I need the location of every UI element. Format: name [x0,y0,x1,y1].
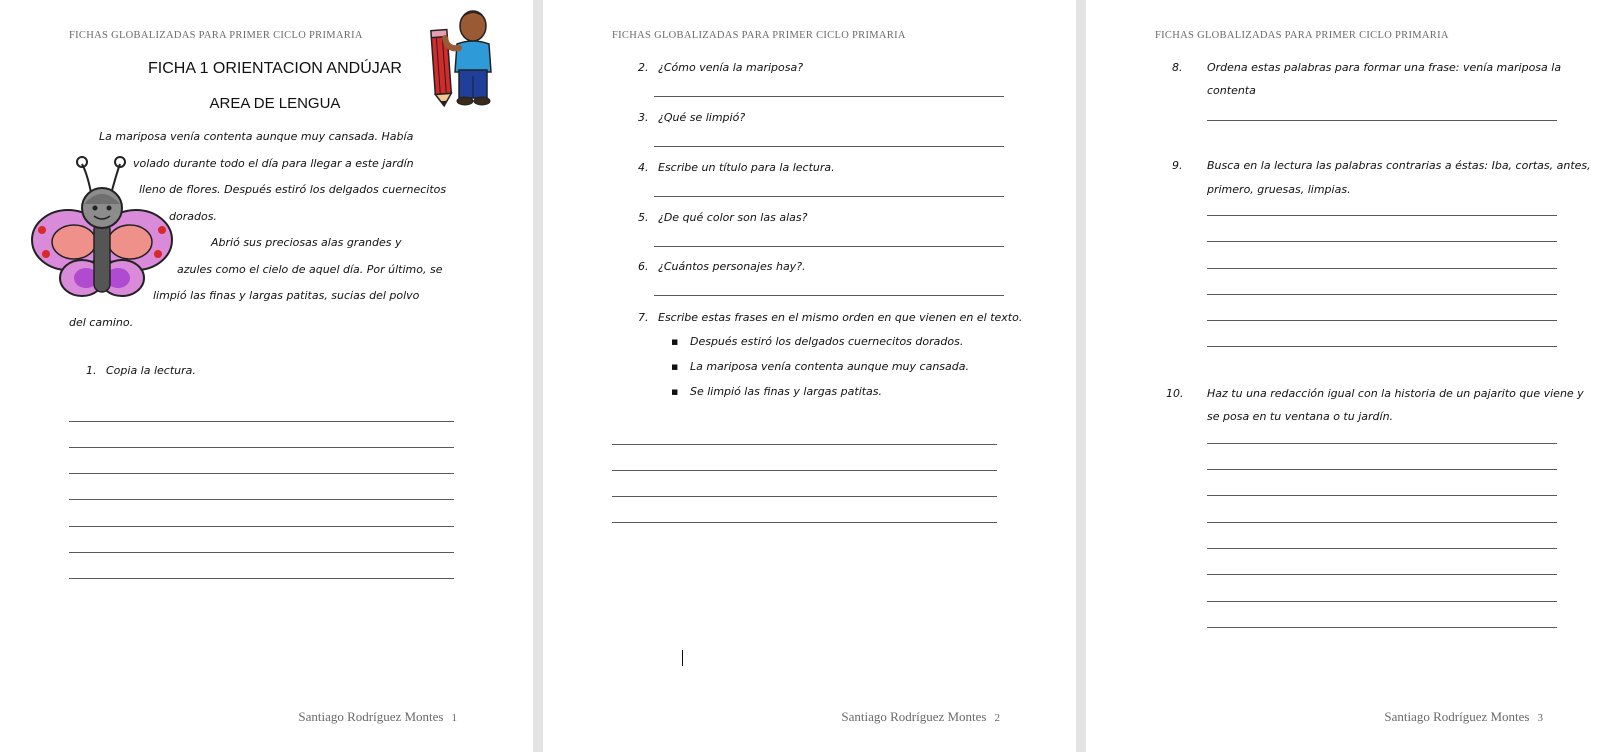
footer-author: Santiago Rodríguez Montes [298,709,444,724]
bullet-icon: ▪ [671,385,679,398]
answer-line[interactable] [1207,627,1557,628]
boy-pencil-clipart [425,6,501,108]
question-8-line: contenta [1207,84,1256,97]
question-number: 1. [86,364,97,377]
answer-line[interactable] [1207,268,1557,269]
question-2 [638,61,803,74]
question-text: ¿Qué se limpió? [658,111,746,124]
page-number: 3 [1537,712,1543,724]
question-number: 2. [638,61,649,74]
answer-line[interactable] [1207,120,1557,121]
answer-line[interactable] [612,522,997,523]
question-9-line: Busca en la lectura las palabras contrarias a éstas: Iba, cortas, antes, [1207,159,1591,172]
answer-line[interactable] [1207,320,1557,321]
bullet-item: ▪ Después estiró los delgados cuernecitos dorados. [671,335,964,348]
answer-line[interactable] [1207,469,1557,470]
question-10-number: 10. [1166,387,1184,400]
answer-line[interactable] [654,196,1004,197]
page-header: FICHAS GLOBALIZADAS PARA PRIMER CICLO PRIMARIA [612,30,906,41]
reading-line: volado durante todo el día para llegar a este jardín [133,156,414,170]
question-3 [638,111,745,124]
question-text: Copia la lectura. [106,364,196,377]
answer-line[interactable] [1207,241,1557,242]
page-number: 1 [451,712,457,724]
page-3 [1086,0,1619,752]
question-text: ¿Cuántos personajes hay?. [658,260,806,273]
question-9-number: 9. [1172,159,1183,172]
reading-line: limpió las finas y largas patitas, sucias del polvo [153,289,420,302]
question-6 [638,260,806,273]
page-2 [543,0,1076,752]
answer-line[interactable] [1207,574,1557,575]
answer-line[interactable] [654,96,1004,97]
reading-line: La mariposa venía contenta aunque muy cansada. Había [99,130,414,143]
reading-line: Abrió sus preciosas alas grandes y [211,236,402,249]
question-10-line: Haz tu una redacción igual con la historia de un pajarito que viene y [1207,387,1584,400]
answer-line[interactable] [612,470,997,471]
answer-line[interactable] [1207,346,1557,347]
question-5 [638,211,807,224]
page-footer [841,709,1000,725]
page-number: 2 [994,712,1000,724]
answer-line[interactable] [69,499,454,500]
question-4 [638,161,835,174]
question-number: 6. [638,260,649,273]
answer-line[interactable] [69,552,454,553]
question-7 [638,311,1022,324]
page-1 [0,0,533,752]
answer-line[interactable] [1207,548,1557,549]
question-8-number: 8. [1172,61,1183,74]
answer-line[interactable] [69,447,454,448]
page-footer [1384,709,1543,725]
question-8-line: Ordena estas palabras para formar una frase: venía mariposa la [1207,61,1562,74]
answer-line[interactable] [69,473,454,474]
page-header: FICHAS GLOBALIZADAS PARA PRIMER CICLO PRIMARIA [69,30,363,41]
bullet-icon: ▪ [671,335,679,348]
answer-line[interactable] [612,444,997,445]
answer-line[interactable] [1207,215,1557,216]
answer-line[interactable] [612,496,997,497]
question-text: Escribe estas frases en el mismo orden en que vienen en el texto. [658,311,1023,324]
worksheet-subtitle: AREA DE LENGUA [209,95,341,112]
answer-line[interactable] [1207,294,1557,295]
question-9-line: primero, gruesas, limpias. [1207,183,1351,196]
answer-line[interactable] [69,526,454,527]
footer-author: Santiago Rodríguez Montes [1384,709,1530,724]
bullet-icon: ▪ [671,360,679,373]
question-number: 4. [638,161,649,174]
question-number: 5. [638,211,649,224]
reading-line: lleno de flores. Después estiró los delgados cuernecitos [139,183,447,196]
answer-line[interactable] [654,246,1004,247]
answer-line[interactable] [1207,522,1557,523]
question-number: 3. [638,111,649,124]
question-text: ¿Cómo venía la mariposa? [658,61,804,74]
answer-line[interactable] [654,295,1004,296]
answer-line[interactable] [69,421,454,422]
question-1 [86,364,196,377]
question-10-line: se posa en tu ventana o tu jardín. [1207,410,1394,423]
reading-line: dorados. [169,209,217,223]
bullet-item: ▪ La mariposa venía contenta aunque muy cansada. [671,360,969,373]
footer-author: Santiago Rodríguez Montes [841,709,987,724]
page-header: FICHAS GLOBALIZADAS PARA PRIMER CICLO PRIMARIA [1155,30,1449,41]
question-text: ¿De qué color son las alas? [658,211,808,224]
answer-line[interactable] [654,146,1004,147]
reading-line: del camino. [69,315,134,329]
text-cursor [682,650,683,666]
worksheet-title: FICHA 1 ORIENTACION ANDÚJAR [148,60,402,77]
answer-line[interactable] [1207,443,1557,444]
answer-line[interactable] [1207,601,1557,602]
reading-line: azules como el cielo de aquel día. Por último, se [177,262,443,276]
question-number: 7. [638,311,649,324]
question-text: Escribe un título para la lectura. [658,161,835,174]
bullet-item: ▪ Se limpió las finas y largas patitas. [671,385,883,398]
answer-line[interactable] [69,578,454,579]
page-footer [298,709,457,725]
answer-line[interactable] [1207,495,1557,496]
reading-text [69,124,454,336]
